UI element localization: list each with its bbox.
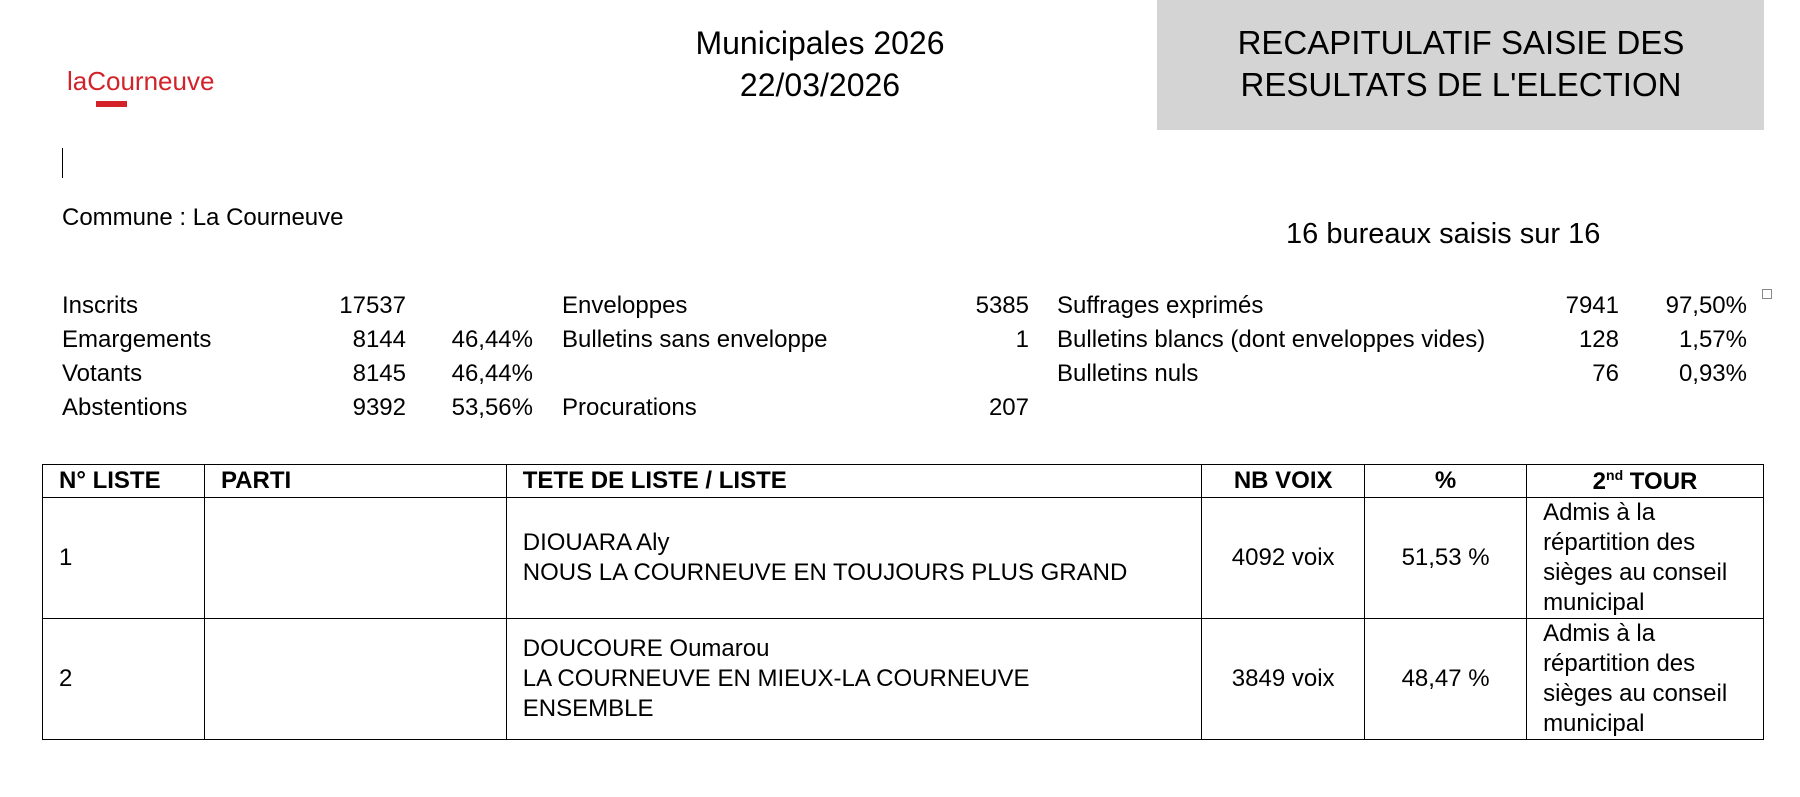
tour-line: répartition des bbox=[1543, 650, 1696, 677]
liste-name-cont: ENSEMBLE bbox=[522, 695, 654, 722]
stat-label: Emargements bbox=[62, 326, 212, 353]
cell-parti bbox=[204, 498, 506, 619]
stat-pct: 46,44% bbox=[451, 326, 533, 353]
table-row bbox=[43, 498, 1764, 619]
election-header bbox=[640, 22, 1000, 106]
table-header-row bbox=[43, 465, 1764, 498]
stat-value: 17537 bbox=[339, 292, 406, 319]
recap-title-line2: RESULTATS DE L'ELECTION bbox=[1240, 66, 1682, 103]
tour-line: sièges au conseil bbox=[1543, 559, 1728, 586]
cell-tete bbox=[506, 619, 1201, 740]
tour-line: municipal bbox=[1543, 589, 1645, 616]
stat-value: 207 bbox=[988, 394, 1029, 421]
col-header-tour bbox=[1527, 465, 1764, 498]
tour-line: répartition des bbox=[1543, 529, 1696, 556]
stat-label: Inscrits bbox=[62, 292, 139, 319]
col-header-tete: TETE DE LISTE / LISTE bbox=[506, 465, 1201, 498]
stat-pct: 0,93% bbox=[1678, 360, 1747, 387]
stat-pct: 97,50% bbox=[1665, 292, 1747, 319]
liste-name: LA COURNEUVE EN MIEUX-LA COURNEUVE bbox=[522, 665, 1030, 692]
election-title: Municipales 2026 bbox=[695, 25, 945, 61]
stat-value: 7941 bbox=[1565, 292, 1619, 319]
stat-pct: 1,57% bbox=[1678, 326, 1747, 353]
stat-value: 8145 bbox=[352, 360, 406, 387]
tour-prefix: 2 bbox=[1592, 467, 1607, 495]
cell-voix: 4092 voix bbox=[1202, 498, 1365, 619]
stat-label: Votants bbox=[62, 360, 143, 387]
cell-num: 1 bbox=[43, 498, 205, 619]
checkbox[interactable] bbox=[1762, 289, 1772, 299]
tour-line: Admis à la bbox=[1543, 620, 1656, 647]
cell-voix: 3849 voix bbox=[1202, 619, 1365, 740]
tour-line: municipal bbox=[1543, 710, 1645, 737]
logo-underline bbox=[96, 101, 127, 107]
cell-num: 2 bbox=[43, 619, 205, 740]
logo bbox=[67, 66, 247, 110]
bureaux-count: 16 bureaux saisis sur 16 bbox=[1286, 218, 1601, 250]
cell-tour bbox=[1527, 619, 1764, 740]
election-date: 22/03/2026 bbox=[739, 67, 901, 103]
stat-value: 1 bbox=[1015, 326, 1029, 353]
stat-pct: 53,56% bbox=[451, 394, 533, 421]
stat-label: Abstentions bbox=[62, 394, 188, 421]
stat-label: Bulletins sans enveloppe bbox=[562, 326, 828, 353]
stat-label: Enveloppes bbox=[562, 292, 688, 319]
stat-value: 5385 bbox=[975, 292, 1029, 319]
cell-pct: 48,47 % bbox=[1365, 619, 1527, 740]
logo-text: laCourneuve bbox=[67, 66, 215, 96]
recap-title-line1: RECAPITULATIF SAISIE DES bbox=[1237, 24, 1685, 61]
tour-sup: nd bbox=[1606, 466, 1624, 483]
commune-label: Commune : La Courneuve bbox=[62, 204, 344, 231]
tour-line: sièges au conseil bbox=[1543, 680, 1728, 707]
text-cursor bbox=[62, 148, 63, 178]
tour-suffix: TOUR bbox=[1623, 467, 1698, 495]
stat-label: Bulletins nuls bbox=[1057, 360, 1199, 387]
cell-parti bbox=[204, 619, 506, 740]
results-table bbox=[42, 464, 1764, 740]
table-row bbox=[43, 619, 1764, 740]
stat-value: 128 bbox=[1578, 326, 1619, 353]
col-header-num: N° LISTE bbox=[43, 465, 205, 498]
stat-label: Bulletins blancs (dont enveloppes vides) bbox=[1057, 326, 1486, 353]
cell-tete bbox=[506, 498, 1201, 619]
cell-pct: 51,53 % bbox=[1365, 498, 1527, 619]
stat-label: Suffrages exprimés bbox=[1057, 292, 1264, 319]
col-header-parti: PARTI bbox=[204, 465, 506, 498]
stat-value: 9392 bbox=[352, 394, 406, 421]
col-header-voix: NB VOIX bbox=[1202, 465, 1365, 498]
stat-value: 8144 bbox=[352, 326, 406, 353]
tour-line: Admis à la bbox=[1543, 499, 1656, 526]
recap-title bbox=[1163, 22, 1759, 106]
cell-tour bbox=[1527, 498, 1764, 619]
tete-name: DOUCOURE Oumarou bbox=[522, 635, 770, 662]
col-header-pct: % bbox=[1365, 465, 1527, 498]
tete-name: DIOUARA Aly bbox=[522, 529, 670, 556]
stat-pct: 46,44% bbox=[451, 360, 533, 387]
stat-value: 76 bbox=[1592, 360, 1619, 387]
stat-label: Procurations bbox=[562, 394, 697, 421]
liste-name: NOUS LA COURNEUVE EN TOUJOURS PLUS GRAND bbox=[522, 559, 1128, 586]
